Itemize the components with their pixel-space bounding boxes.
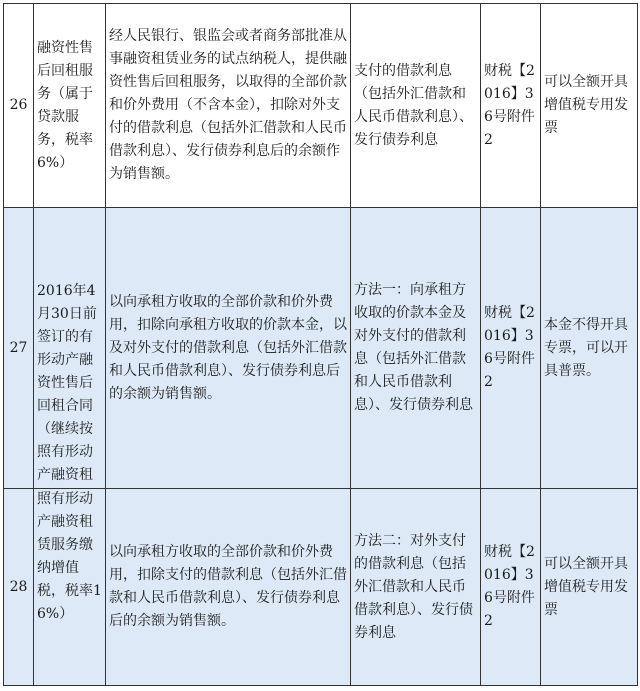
deduction-items: 方法二：对外支付的借款利息（包括外汇借款和人民币借款利息）、发行债券利息 xyxy=(351,489,481,686)
tax-deduction-table xyxy=(3,3,638,686)
sales-amount-rule: 以向承租方收取的全部价款和价外费用，扣除向承租方收取的价款本金，以及对外支付的借款利息（包括外汇借款和人民币借款利息）、发行债券利息后的余额为销售额。 xyxy=(106,208,351,489)
row-number: 26 xyxy=(4,4,34,208)
sales-amount-rule: 以向承租方收取的全部价款和价外费用，扣除支付的借款利息（包括外汇借款和人民币借款利息）、发行债券利息后的余额为销售额。 xyxy=(106,489,351,686)
merged-service-continued: 照有形动产融资租赁服务缴纳增值税，税率16%） xyxy=(37,491,102,622)
policy-basis: 财税【2016】36号附件2 xyxy=(481,208,541,489)
table-row xyxy=(4,4,638,208)
service-name: 融资性售后回租服务（属于贷款服务，税率6%） xyxy=(34,4,106,208)
invoice-rule: 可以全额开具增值税专用发票 xyxy=(541,4,638,208)
service-name-merged xyxy=(34,208,106,686)
row-number: 27 xyxy=(4,208,34,489)
invoice-rule: 本金不得开具专票，可以开具普票。 xyxy=(541,208,638,489)
deduction-items: 支付的借款利息（包括外汇借款和人民币借款利息）、发行债券利息 xyxy=(351,4,481,208)
table-row xyxy=(4,208,638,489)
policy-basis: 财税【2016】36号附件2 xyxy=(481,489,541,686)
row-number: 28 xyxy=(4,489,34,686)
sales-amount-rule: 经人民银行、银监会或者商务部批准从事融资租赁业务的试点纳税人，提供融资性售后回租服务，以取得的全部价款和价外费用（不含本金），扣除对外支付的借款利息（包括外汇借款和人民币借款利息）、发行债券利息后的余额作为销售额。 xyxy=(106,4,351,208)
deduction-items: 方法一：向承租方收取的价款本金及对外支付的借款利息（包括外汇借款和人民币借款利息）、发行债券利息 xyxy=(351,208,481,489)
invoice-rule: 可以全额开具增值税专用发票 xyxy=(541,489,638,686)
policy-basis: 财税【2016】36号附件2 xyxy=(481,4,541,208)
merged-service-text: 2016年4月30日前签订的有形动产融资性售后回租合同（继续按照有形动产融资租 xyxy=(37,283,97,483)
